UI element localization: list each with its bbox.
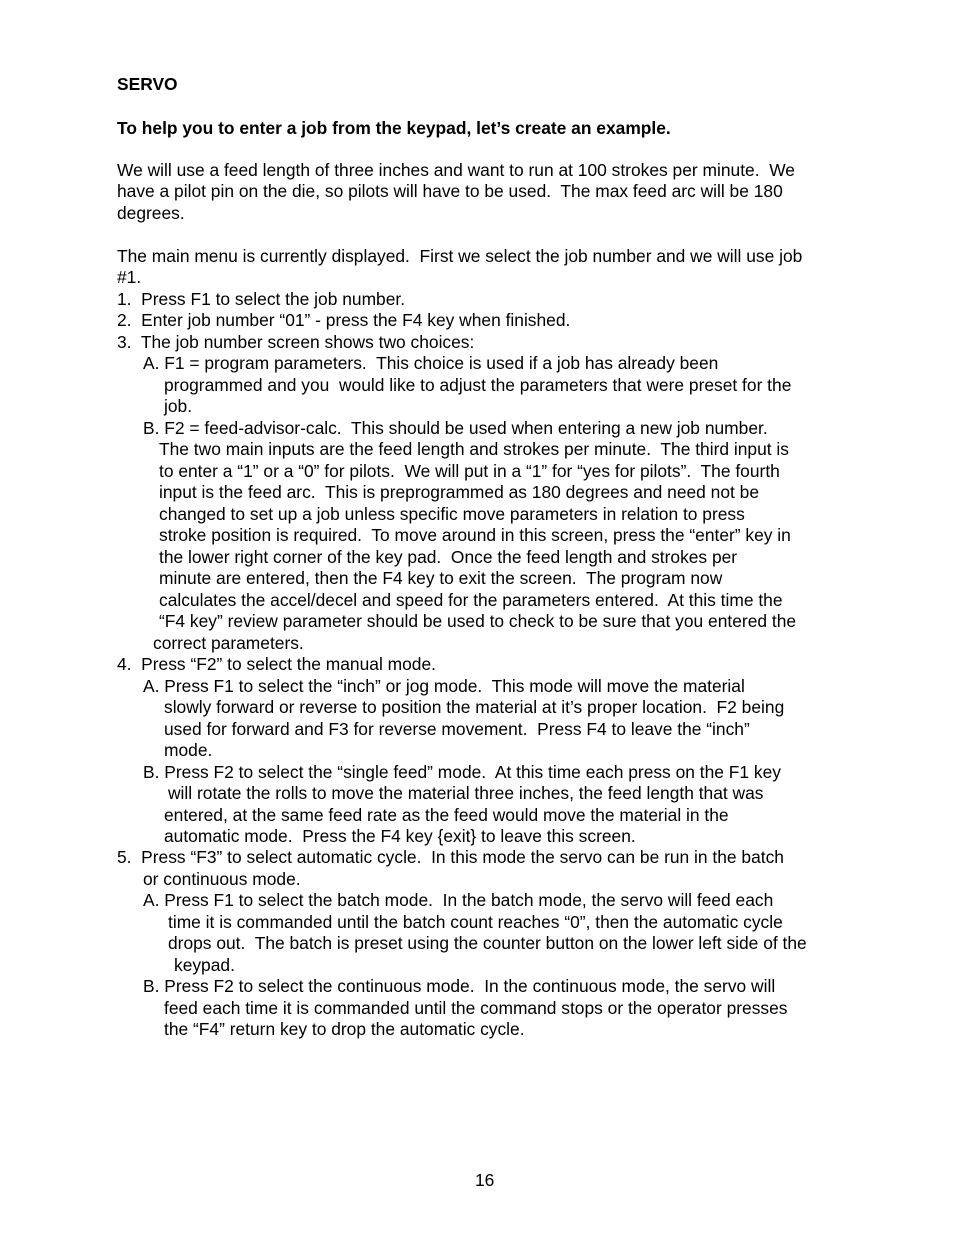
section-heading: SERVO	[117, 74, 178, 94]
step-line: B. F2 = feed-advisor-calc. This should be used when entering a new job number.	[143, 418, 768, 438]
step-line: stroke position is required. To move around in this screen, press the “enter” key in	[159, 525, 791, 545]
step-line: 5. Press “F3” to select automatic cycle. In this mode the servo can be run in the batch	[117, 847, 784, 867]
page-number: 16	[475, 1170, 495, 1190]
paragraph-line: We will use a feed length of three inches and want to run at 100 strokes per minute. We	[117, 160, 795, 180]
step-line: B. Press F2 to select the “single feed” mode. At this time each press on the F1 key	[143, 762, 781, 782]
step-line: feed each time it is commanded until the command stops or the operator presses	[164, 998, 788, 1018]
step-line: automatic mode. Press the F4 key {exit} to leave this screen.	[164, 826, 636, 846]
step-line: 1. Press F1 to select the job number.	[117, 289, 406, 309]
step-line: 2. Enter job number “01” - press the F4 key when finished.	[117, 310, 571, 330]
paragraph-line: #1.	[117, 267, 142, 287]
step-line: drops out. The batch is preset using the counter button on the lower left side of the	[168, 933, 807, 953]
step-line: “F4 key” review parameter should be used to check to be sure that you entered the	[159, 611, 797, 631]
step-line: 3. The job number screen shows two choices:	[117, 332, 475, 352]
step-line: B. Press F2 to select the continuous mode. In the continuous mode, the servo will	[143, 976, 776, 996]
step-line: to enter a “1” or a “0” for pilots. We will put in a “1” for “yes for pilots”. The fourth	[159, 461, 780, 481]
step-line: The two main inputs are the feed length and strokes per minute. The third input is	[159, 439, 789, 459]
step-line: will rotate the rolls to move the material three inches, the feed length that was	[168, 783, 764, 803]
step-line: job.	[164, 396, 193, 416]
paragraph-line: degrees.	[117, 203, 185, 223]
paragraph-line: have a pilot pin on the die, so pilots will have to be used. The max feed arc will be 180	[117, 181, 783, 201]
section-subheading: To help you to enter a job from the keypad, let’s create an example.	[117, 118, 671, 138]
step-line: time it is commanded until the batch count reaches “0”, then the automatic cycle	[168, 912, 783, 932]
step-line: mode.	[164, 740, 213, 760]
step-line: the “F4” return key to drop the automatic cycle.	[164, 1019, 525, 1039]
step-line: A. Press F1 to select the batch mode. In the batch mode, the servo will feed each	[143, 890, 774, 910]
step-line: minute are entered, then the F4 key to exit the screen. The program now	[159, 568, 723, 588]
step-line: entered, at the same feed rate as the feed would move the material in the	[164, 805, 729, 825]
step-line: used for forward and F3 for reverse movement. Press F4 to leave the “inch”	[164, 719, 750, 739]
step-line: or continuous mode.	[143, 869, 301, 889]
step-line: 4. Press “F2” to select the manual mode.	[117, 654, 436, 674]
step-line: A. F1 = program parameters. This choice is used if a job has already been	[143, 353, 719, 373]
step-line: programmed and you would like to adjust the parameters that were preset for the	[164, 375, 792, 395]
step-line: A. Press F1 to select the “inch” or jog mode. This mode will move the material	[143, 676, 745, 696]
step-line: the lower right corner of the key pad. Once the feed length and strokes per	[159, 547, 738, 567]
step-line: slowly forward or reverse to position the material at it’s proper location. F2 being	[164, 697, 785, 717]
step-line: calculates the accel/decel and speed for the parameters entered. At this time the	[159, 590, 783, 610]
step-line: correct parameters.	[153, 633, 304, 653]
paragraph-line: The main menu is currently displayed. First we select the job number and we will use job	[117, 246, 803, 266]
step-line: input is the feed arc. This is preprogrammed as 180 degrees and need not be	[159, 482, 760, 502]
step-line: keypad.	[174, 955, 235, 975]
step-line: changed to set up a job unless specific move parameters in relation to press	[159, 504, 745, 524]
